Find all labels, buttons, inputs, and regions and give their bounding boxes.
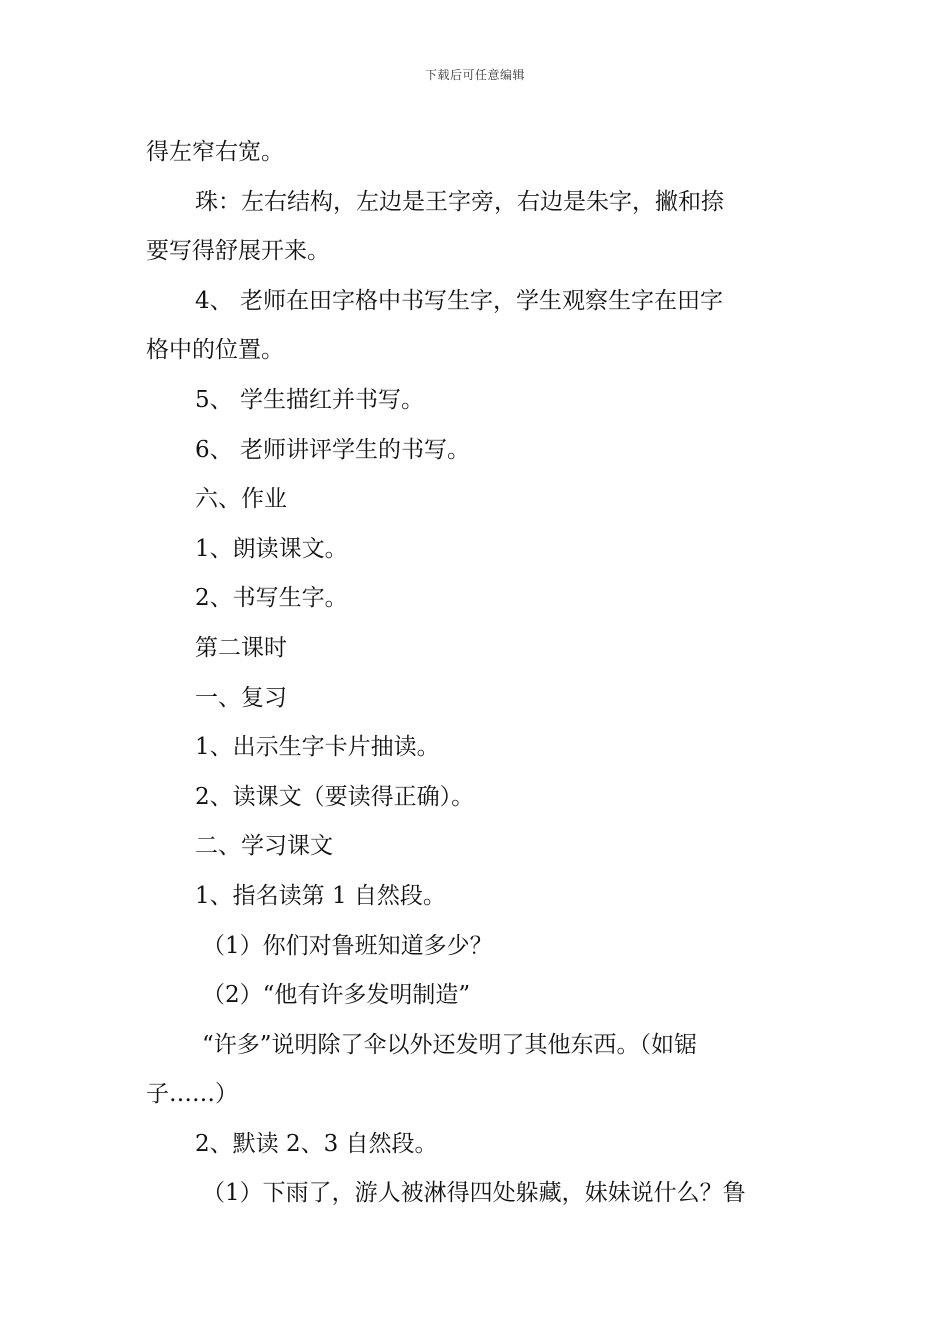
- paragraph-line: 要写得舒展开来。: [146, 238, 330, 265]
- paragraph-line: 子……）: [146, 1081, 238, 1108]
- section-heading: 一、复习: [195, 684, 287, 711]
- section-heading: 第二课时: [195, 634, 287, 661]
- paragraph-line: 1、指名读第 1 自然段。: [195, 882, 446, 909]
- paragraph-line: （1）你们对鲁班知道多少？: [202, 932, 493, 959]
- section-heading: 二、学习课文: [195, 833, 333, 860]
- page-header: 下载后可任意编辑: [424, 68, 525, 82]
- paragraph-line: 6、 老师讲评学生的书写。: [195, 436, 470, 463]
- paragraph-line: “许多”说明除了伞以外还发明了其他东西。（如锯: [202, 1031, 698, 1058]
- paragraph-line: 珠：左右结构，左边是王字旁，右边是朱字，撇和捺: [195, 188, 724, 215]
- paragraph-line: 4、 老师在田字格中书写生字，学生观察生字在田字: [195, 287, 723, 314]
- paragraph-line: （1）下雨了，游人被淋得四处躲藏，妹妹说什么？鲁: [202, 1180, 746, 1207]
- section-heading: 六、作业: [195, 486, 287, 513]
- paragraph-line: 2、默读 2、3 自然段。: [195, 1130, 438, 1157]
- paragraph-line: （2）“他有许多发明制造”: [202, 982, 471, 1009]
- paragraph-line: 格中的位置。: [146, 337, 284, 364]
- paragraph-line: 2、读课文（要读得正确）。: [195, 783, 475, 810]
- paragraph-line: 5、 学生描红并书写。: [195, 386, 424, 413]
- paragraph-line: 2、书写生字。: [195, 585, 348, 612]
- paragraph-line: 得左窄右宽。: [146, 139, 284, 165]
- document-body: [146, 128, 814, 1219]
- paragraph-line: 1、出示生字卡片抽读。: [195, 734, 440, 761]
- paragraph-line: 1、朗读课文。: [195, 535, 348, 562]
